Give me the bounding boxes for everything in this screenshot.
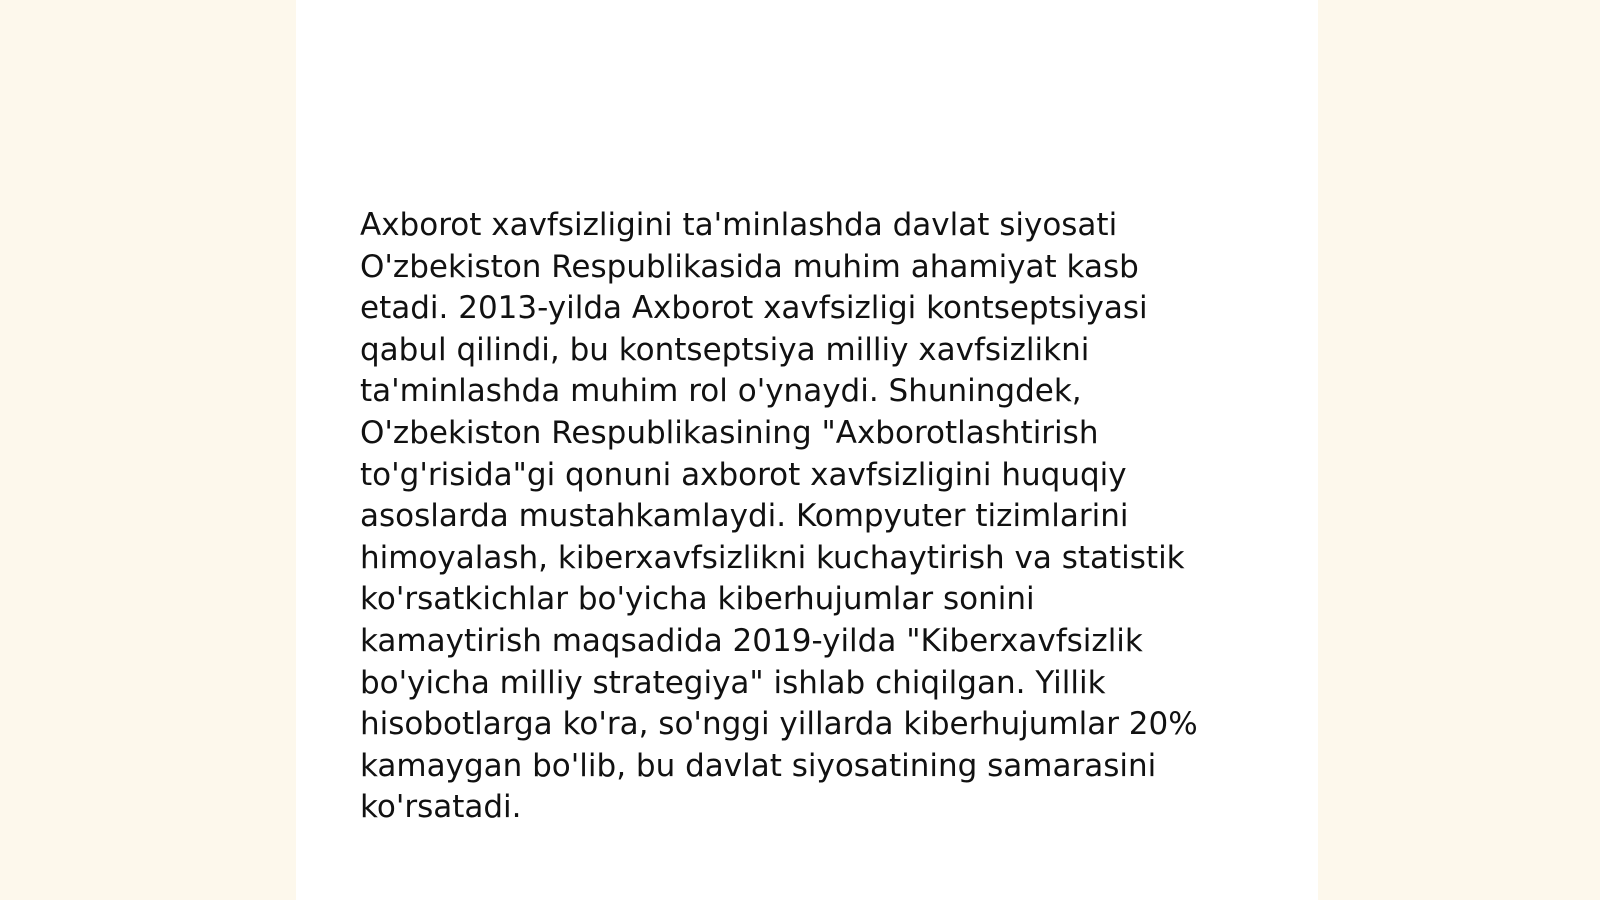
document-page: [296, 0, 1318, 900]
body-paragraph: Axborot xavfsizligini ta'minlashda davlat siyosati O'zbekiston Respublikasida muhim ahamiyat kasb etadi. 2013-yilda Axborot xavfsizligi kontseptsiyasi qabul qilindi, bu kontseptsiya milliy xavfsizlikni ta'minlashda muhim rol o'ynaydi. Shuningdek, O'zbekiston Respublikasining "Axborotlashtirish to'g'risida"gi qonuni axborot xavfsizligini huquqiy asoslarda mustahkamlaydi. Kompyuter tizimlarini himoyalash, kiberxavfsizlikni kuchaytirish va statistik ko'rsatkichlar bo'yicha kiberhujumlar sonini kamaytirish maqsadida 2019-yilda "Kiberxavfsizlik bo'yicha milliy strategiya" ishlab chiqilgan. Yillik hisobotlarga ko'ra, so'nggi yillarda kiberhujumlar 20% kamaygan bo'lib, bu davlat siyosatining samarasini ko'rsatadi.: [360, 207, 1198, 826]
